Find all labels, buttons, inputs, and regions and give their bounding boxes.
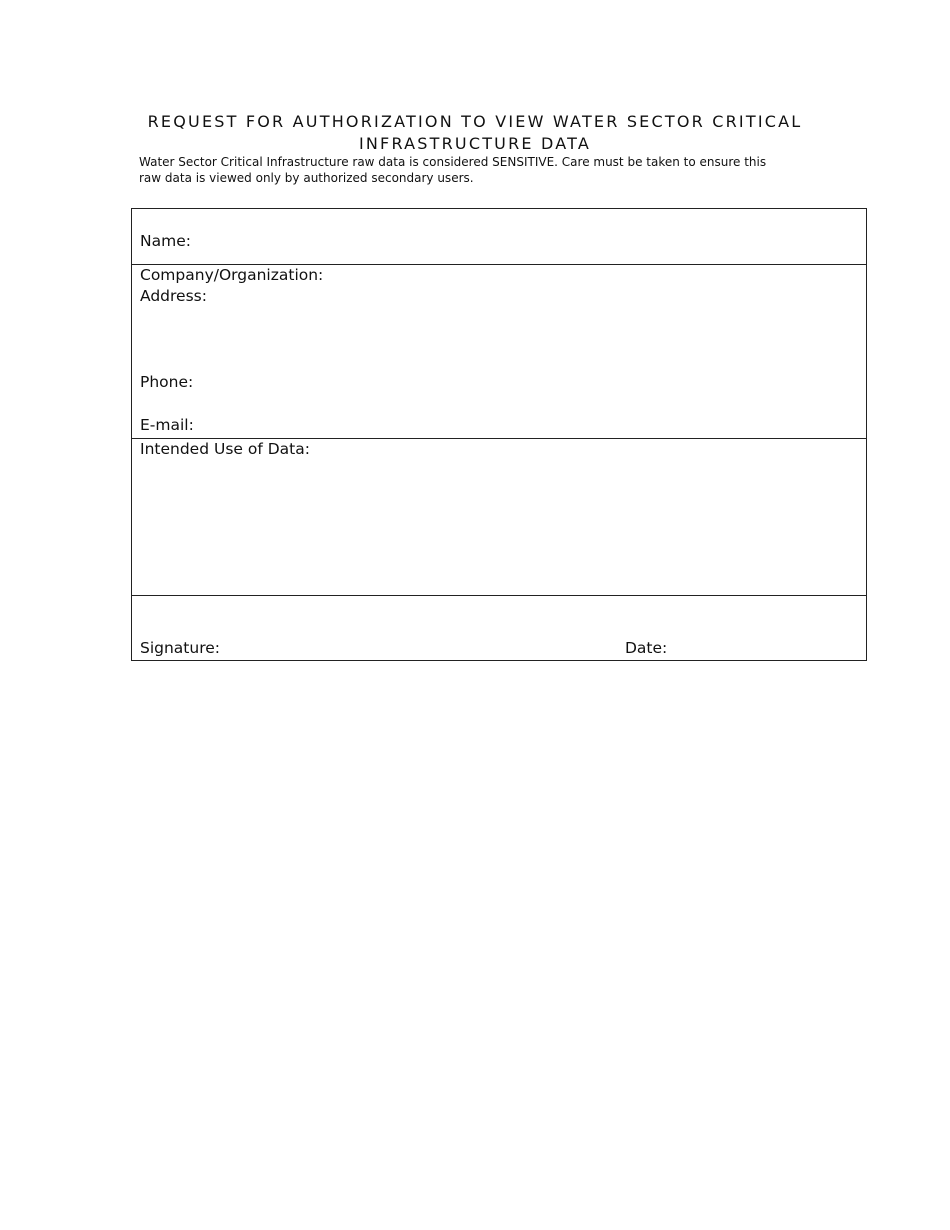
authorization-form [131, 208, 867, 661]
signature-label: Signature: [140, 639, 220, 657]
sensitivity-notice [139, 154, 809, 186]
document-title [130, 111, 820, 155]
phone-label: Phone: [140, 373, 194, 391]
signature-section[interactable] [132, 596, 866, 660]
name-section[interactable] [132, 209, 866, 265]
name-label: Name: [140, 232, 191, 250]
email-label: E-mail: [140, 416, 194, 434]
intended-use-section[interactable] [132, 439, 866, 596]
contact-section[interactable] [132, 265, 866, 439]
company-organization-label: Company/Organization: [140, 266, 324, 284]
intended-use-label: Intended Use of Data: [140, 440, 310, 458]
date-label: Date: [625, 639, 668, 657]
document-title-line-1: REQUEST FOR AUTHORIZATION TO VIEW WATER SECTOR CRITICAL [147, 112, 803, 131]
address-label: Address: [140, 287, 207, 305]
document-title-line-2: INFRASTRUCTURE DATA [358, 134, 592, 153]
sensitivity-notice-line-2: raw data is viewed only by authorized secondary users. [139, 171, 474, 185]
sensitivity-notice-line-1: Water Sector Critical Infrastructure raw data is considered SENSITIVE. Care must be taken to ensure this [139, 155, 767, 169]
